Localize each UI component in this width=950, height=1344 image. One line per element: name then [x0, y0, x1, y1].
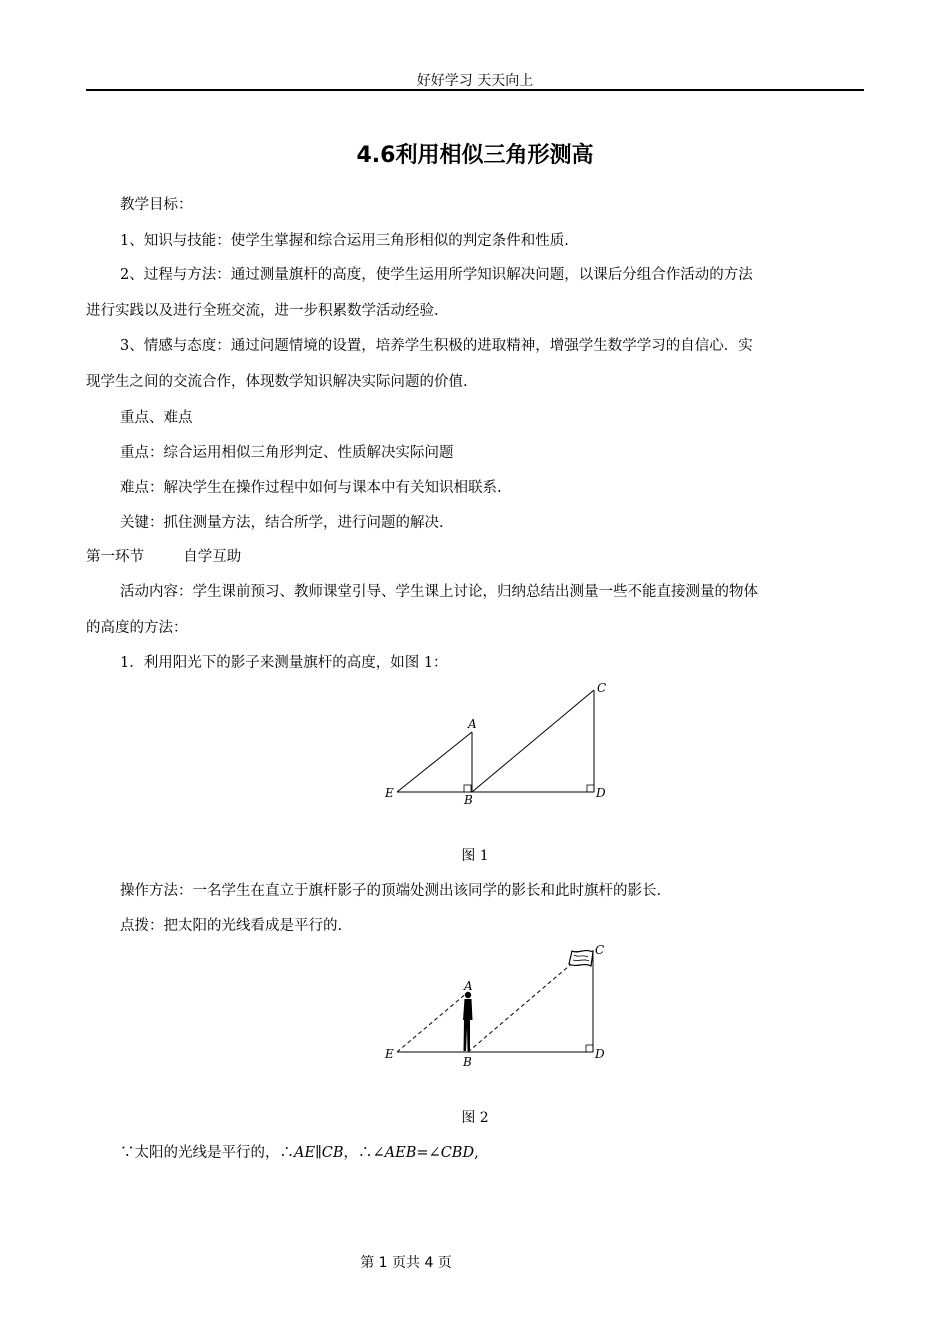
- activity-line-1: 活动内容：学生课前预习、教师课堂引导、学生课上讨论，归纳总结出测量一些不能直接测量的物体: [120, 584, 758, 600]
- fig2-label-E: E: [385, 1047, 394, 1061]
- figure-2: [380, 940, 620, 1070]
- fig1-line-BC: [472, 690, 594, 792]
- objective-3: 3、情感与态度：通过问题情境的设置，培养学生积极的进取精神，增强学生数学学习的自信心．实: [120, 338, 753, 354]
- objective-1: 1、知识与技能：使学生掌握和综合运用三角形相似的判定条件和性质.: [120, 233, 569, 249]
- objectives-heading: 教学目标：: [120, 197, 193, 213]
- fig2-dashed-EA: [397, 992, 468, 1052]
- figure-1-caption: 图 1: [461, 848, 489, 864]
- fig2-label-A: A: [464, 979, 473, 993]
- reason-equal-angle: =∠: [416, 1145, 441, 1161]
- fig2-label-B: B: [463, 1055, 472, 1069]
- page-footer: 第 1 页共 4 页: [360, 1255, 452, 1271]
- fig2-label-C: C: [595, 943, 605, 957]
- operation-method: 操作方法：一名学生在直立于旗杆影子的顶端处测出该同学的影长和此时旗杆的影长.: [120, 883, 662, 899]
- objective-2: 2、过程与方法：通过测量旗杆的高度，使学生运用所学知识解决问题，以课后分组合作活动的方法: [120, 267, 753, 283]
- page-header: 好好学习 天天向上: [416, 73, 534, 89]
- keypoints-heading: 重点、难点: [120, 410, 193, 426]
- method-1: 1．利用阳光下的影子来测量旗杆的高度，如图 1：: [120, 655, 448, 671]
- lesson-title: 4.6利用相似三角形测高: [356, 143, 594, 168]
- activity-line-2: 的高度的方法：: [86, 620, 188, 636]
- fig1-label-E: E: [385, 786, 394, 800]
- fig1-label-A: A: [468, 717, 477, 731]
- objective-2-cont: 进行实践以及进行全班交流，进一步积累数学活动经验.: [86, 303, 439, 319]
- section1-subtitle: 自学互助: [183, 549, 242, 565]
- fig1-label-C: C: [597, 681, 607, 695]
- reason-parallel: ∥: [315, 1145, 322, 1161]
- section1-title: 第一环节: [86, 549, 144, 565]
- fig1-right-angle-D: [587, 785, 594, 792]
- figure-2-caption: 图 2: [461, 1110, 489, 1126]
- keypoint-key: 重点：综合运用相似三角形判定、性质解决实际问题: [120, 445, 454, 461]
- reason-part-e: ，∴∠: [343, 1145, 385, 1161]
- reason-comma: ,: [474, 1145, 479, 1161]
- fig2-right-angle-D: [586, 1045, 593, 1052]
- reason-cb: CB: [321, 1145, 344, 1161]
- fig1-label-B: B: [464, 793, 473, 807]
- fig2-dashed-BC: [468, 960, 576, 1052]
- objective-3-cont: 现学生之间的交流合作，体现数学知识解决实际问题的价值.: [86, 374, 468, 390]
- section1-heading: [86, 545, 241, 566]
- fig1-right-angle-B: [464, 785, 471, 792]
- fig2-student-icon: [463, 992, 473, 1051]
- fig2-flag-icon: [569, 951, 593, 966]
- reasoning-line: [120, 1141, 479, 1162]
- reason-ae: AE: [294, 1145, 316, 1161]
- keypoint-difficulty: 难点：解决学生在操作过程中如何与课本中有关知识相联系.: [120, 480, 502, 496]
- reason-part-a: ∵太阳的光线是平行的，∴: [120, 1145, 294, 1161]
- keypoint-crux: 关键：抓住测量方法，结合所学，进行问题的解决.: [120, 515, 444, 531]
- header-rule: [86, 89, 864, 91]
- hint: 点拨：把太阳的光线看成是平行的.: [120, 918, 343, 934]
- reason-cbd: CBD: [440, 1145, 475, 1161]
- fig2-label-D: D: [595, 1047, 605, 1061]
- fig1-line-EA: [397, 732, 472, 792]
- reason-aeb: AEB: [384, 1145, 417, 1161]
- figure-1: [380, 680, 620, 810]
- fig1-label-D: D: [596, 786, 606, 800]
